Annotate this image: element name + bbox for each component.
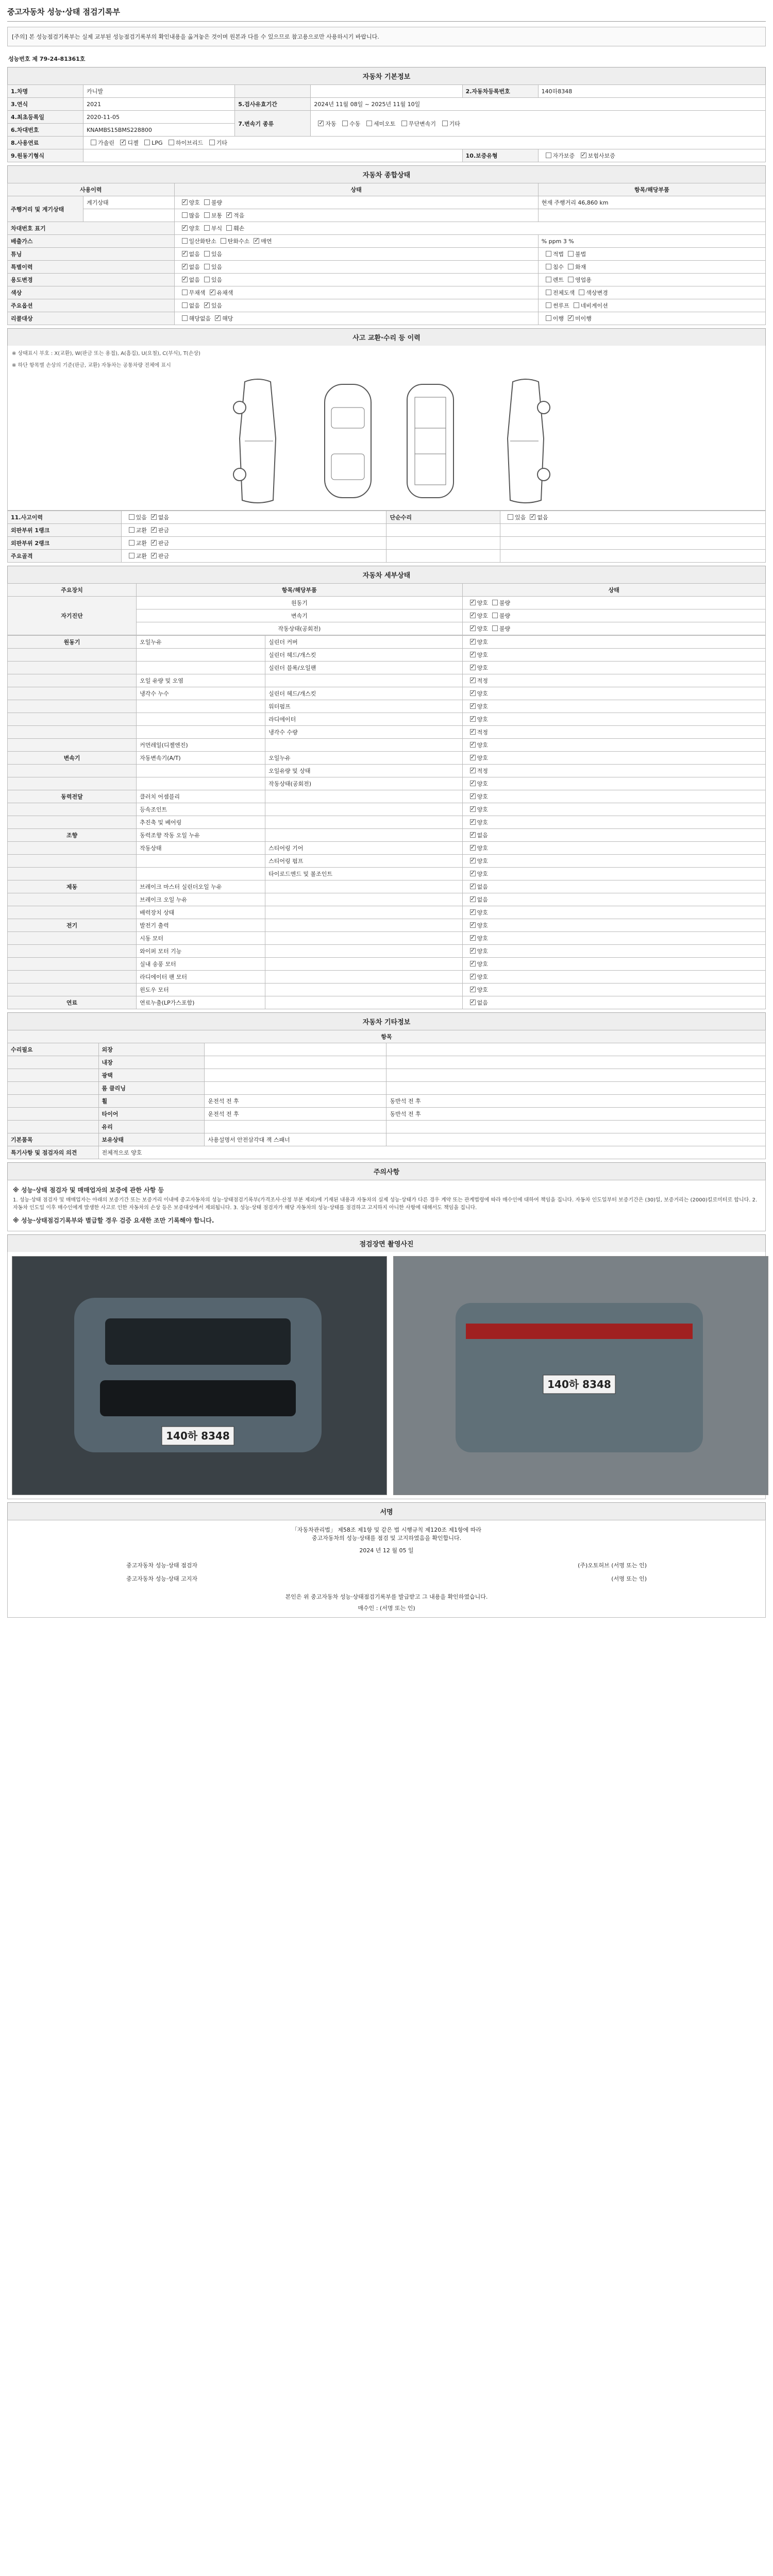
car-top-front-icon: [317, 377, 379, 505]
detail-row: 오일 유량 및 오염 ✓ 적정: [8, 674, 766, 687]
checkbox-state: [470, 793, 476, 799]
checkbox-auto: [318, 121, 324, 126]
checkbox-state: [470, 974, 476, 979]
section-notes-title: 주의사항: [7, 1162, 766, 1180]
checkbox-state: [470, 806, 476, 812]
detail-row: 냉각수 누수 실린더 헤드/개스킷 ✓ 양호: [8, 687, 766, 700]
field-value: 2024년 11월 08일 ~ 2025년 11월 10일: [311, 98, 766, 111]
detail-row: 제동 브레이크 마스터 실린더오일 누유 ✓ 없음: [8, 880, 766, 893]
checkbox-state: [470, 690, 476, 696]
field-value: 카니발: [83, 85, 235, 98]
section-basic-info-title: 자동차 기본정보: [7, 67, 766, 84]
section-photo-title: 점검장면 촬영사진: [7, 1234, 766, 1252]
svg-text:140하 8348: 140하 8348: [166, 1430, 230, 1442]
detail-row: 시동 모터 ✓ 양호: [8, 932, 766, 945]
car-front-photo-icon: [12, 1257, 387, 1495]
overall-condition-table: 사용이력 상태 항목/해당부품 주행거리 및 계기상태 계기상태 ✓ 양호 불량 현재 주행거리 46,860 km 많음 보통✓ 적음 차대번호 표기 ✓ 양호 부식 훼손 배출가스 일산화탄소 탄화수소✓ 매연 % ppm 3 % 튜닝 ✓ 없음 있음 적법 불법 특별이력 ✓ 없음 있음 침수 화재 용도변경 ✓ 없음 있음 렌트 영업용 색상 무채색✓ 유채색 전체도색 색상변경 주요옵션 없음✓ 있음 썬루프 네비게이션 리콜대상 해당없음✓ 해당 이행✓ 미이행: [7, 183, 766, 325]
etc-row: 유리: [8, 1121, 766, 1133]
etc-row: 타이어 운전석 전 후 동반석 전 후: [8, 1108, 766, 1121]
etc-row: 수리필요 외장: [8, 1043, 766, 1056]
detail-row: 스티어링 펌프 ✓ 양호: [8, 855, 766, 868]
detail-row: 연료 연료누출(LP가스포함) ✓ 없음: [8, 996, 766, 1009]
field-label: 3.연식: [8, 98, 83, 111]
checkbox-state: [470, 871, 476, 876]
detail-row: 추진축 및 베어링 ✓ 양호: [8, 816, 766, 829]
vehicle-diagram: [7, 346, 766, 511]
field-label: 10.보증유형: [462, 149, 538, 162]
car-side-right-icon: [492, 377, 559, 505]
field-label: 6.차대번호: [8, 124, 83, 137]
photo-front: [12, 1256, 387, 1495]
document-title: 중고자동차 성능·상태 점검기록부: [7, 0, 766, 22]
detail-row: 와이퍼 모터 기능 ✓ 양호: [8, 945, 766, 958]
checkbox-state: [470, 961, 476, 967]
checkbox-state: [470, 845, 476, 851]
detail-row: 실린더 블록/오일팬 ✓ 양호: [8, 662, 766, 674]
detail-row: 냉각수 수량 ✓ 적정: [8, 726, 766, 739]
detail-row: 작동상태 스티어링 기어 ✓ 양호: [8, 842, 766, 855]
field-label: 4.최초등록일: [8, 111, 83, 124]
detail-row: 라디에이터 팬 모터 ✓ 양호: [8, 971, 766, 984]
diagram-legend: ※ 상태표시 부호 : X(교환), W(판금 또는 용접), A(흠집), U(요철), C(부식), T(손상): [12, 351, 200, 357]
detail-row: 배력장치 상태 ✓ 양호: [8, 906, 766, 919]
car-top-interior-icon: [399, 377, 461, 505]
signature-block: 「자동차관리법」 제58조 제1항 및 같은 법 시행규칙 제120조 제1항에 따라 중고자동차의 성능·상태를 점검 및 고지하였음을 확인합니다. 2024 년 12 월 05 일 중고자동차 성능·상태 점검자 (주)오토허브 (서명 또는 인) 중고자동차 성능·상태 고지자 (서명 또는 인) 본인은 위 중고자동차 성능·상태점검기록부를 발급받고 그 내용을 확인하였습니다. 매수인 : (서명 또는 인): [7, 1520, 766, 1618]
field-label: 8.사용연료: [8, 137, 83, 149]
car-rear-photo-icon: [394, 1257, 768, 1495]
checkbox-state: [470, 832, 476, 838]
checkbox-state: [470, 922, 476, 928]
photo-rear: [393, 1256, 768, 1495]
section-detail-title: 자동차 세부상태: [7, 566, 766, 583]
checkbox-state: [470, 999, 476, 1005]
checkbox-state: [470, 909, 476, 915]
checkbox-state: [470, 884, 476, 889]
field-label: 2.자동차등록번호: [462, 85, 538, 98]
detail-row: 원동기 오일누유 실린더 커버 ✓ 양호: [8, 636, 766, 649]
detail-row: 오일유량 및 상태 ✓ 적정: [8, 765, 766, 777]
checkbox-state: [470, 987, 476, 992]
etc-rows: [8, 1043, 766, 1146]
field-value: 2020-11-05: [83, 111, 235, 124]
detail-row: 작동상태(공회전) ✓ 양호: [8, 777, 766, 790]
etc-row: 내장: [8, 1056, 766, 1069]
photo-area: [7, 1252, 766, 1499]
section-accident-title: 사고 교환·수리 등 이력: [7, 328, 766, 346]
field-label: 1.차명: [8, 85, 83, 98]
checkbox-state: [470, 819, 476, 825]
field-value: 140하8348: [538, 85, 765, 98]
checkbox-state: [470, 896, 476, 902]
detail-row: 워터펌프 ✓ 양호: [8, 700, 766, 713]
detail-row: 윈도우 모터 ✓ 양호: [8, 984, 766, 996]
detail-row: 실내 송풍 모터 ✓ 양호: [8, 958, 766, 971]
checkbox-state: [470, 742, 476, 748]
etc-row: 기본품목 보유상태 사용설명서 안전삼각대 잭 스패너: [8, 1133, 766, 1146]
detail-condition-table: 주요장치 항목/해당부품 상태 자기진단 원동기 ✓ 양호 불량 변속기 ✓ 양호 불량 작동상태(공회전) ✓ 양호 불량: [7, 583, 766, 635]
etc-row: 룸 클리닝: [8, 1082, 766, 1095]
checkbox-state: [470, 935, 476, 941]
checkbox-state: [470, 665, 476, 670]
checkbox-state: [470, 755, 476, 760]
detail-row: 브레이크 오일 누유 ✓ 없음: [8, 893, 766, 906]
checkbox-state: [470, 716, 476, 722]
section-overall-title: 자동차 종합상태: [7, 165, 766, 183]
field-label: 7.변속기 종류: [235, 111, 311, 137]
svg-text:140하 8348: 140하 8348: [547, 1378, 611, 1391]
checkbox-state: [470, 652, 476, 657]
checkbox-state: [470, 703, 476, 709]
checkbox-state: [470, 948, 476, 954]
detail-rows-table: [7, 635, 766, 1009]
field-label: 9.원동기형식: [8, 149, 83, 162]
checkbox-state: [470, 729, 476, 735]
detail-rows: [8, 636, 766, 1009]
field-value: 2021: [83, 98, 235, 111]
checkbox-state: [470, 858, 476, 863]
checkbox-state: [470, 768, 476, 773]
etc-row: 광택: [8, 1069, 766, 1082]
checkbox-manual: [342, 121, 348, 126]
certificate-number: 성능번호 제 79-24-81361호: [8, 56, 86, 62]
checkbox-state: [470, 781, 476, 786]
checkbox-semi: [366, 121, 372, 126]
detail-row: 등속조인트 ✓ 양호: [8, 803, 766, 816]
field-value: KNAMBS15BMS228800: [83, 124, 235, 137]
basic-info-table: 1.차명 카니발 2.자동차등록번호 140하8348 3.연식 2021 5.검사유효기간 2024년 11월 08일 ~ 2025년 11월 10일 4.최초등록일 2020-11-05 7.변속기 종류 ✓ 자동 수동 세미오토 무단변속기 기타 6.차대번호 KNAMBS15BMS228800 8.사용연료 가솔린 ✓ 디젤 LPG 하이브리드 기타 9.원동기형식 10.보증유형 자가보증 ✓ 보험사보증: [7, 84, 766, 162]
detail-row: 커먼레일(디젤엔진) ✓ 양호: [8, 739, 766, 752]
etc-row: 휠 운전석 전 후 동반석 전 후: [8, 1095, 766, 1108]
diagram-legend-2: ※ 하단 항목별 손상의 기준(판금, 교환) 자동차는 공통차량 전체에 표시: [12, 363, 171, 368]
field-label: 5.검사유효기간: [235, 98, 311, 111]
detail-row: 동력전달 클러치 어셈블리 ✓ 양호: [8, 790, 766, 803]
detail-row: 변속기 자동변속기(A/T) 오일누유 ✓ 양호: [8, 752, 766, 765]
detail-row: 타이로드엔드 및 볼조인트 ✓ 양호: [8, 868, 766, 880]
checkbox-other: [442, 121, 448, 126]
detail-row: 실린더 헤드/개스킷 ✓ 양호: [8, 649, 766, 662]
section-signature-title: 서명: [7, 1502, 766, 1520]
notes-block: ※ 성능·상태 점검자 및 매매업자의 보증에 관한 사항 등 1. 성능·상태 점검자 및 매매업자는 아래의 보증기간 또는 보증거리 이내에 중고자동차의 성능·상태점검기록부(가격조사·산정 부분 제외)에 기재된 내용과 자동차의 실제 성능·상태가 다른 경우 계약 또는 관계법령에 따라 매수인에 대하여 책임을 집니다. 자동차 인도일부터 보증기간은 (30)일, 보증거리는 (2000)킬로미터로 합니다. 2. 자동차 인도일 이후 매수인에게 발생한 사고로 인한 자동차의 손상 등은 보증대상에서 제외됩니다. 3. 성능·상태 점검자가 해당 자동차의 성능·상태를 점검하고 고지하지 아니한 사항에 대해서도 책임을 집니다. ※ 성능·상태점검기록부와 별급할 경우 검증 요새한 조만 기록해야 합니다.: [7, 1180, 766, 1231]
checkbox-state: [470, 677, 476, 683]
checkbox-cvt: [401, 121, 407, 126]
detail-row: 라디에이터 ✓ 양호: [8, 713, 766, 726]
notice-text: [주의] 본 성능점검기록부는 실제 교부된 성능점검기록부의 확인내용을 옮겨놓은 것이며 원본과 다를 수 있으므로 참고용으로만 사용하시기 바랍니다.: [7, 27, 766, 46]
accident-summary-table: 11.사고이력 있음✓ 없음 단순수리 있음✓ 없음 외판부위 1랭크 교환✓ 판금 외판부위 2랭크 교환✓ 판금 주요골격 교환✓ 판금: [7, 511, 766, 563]
detail-row: 전기 발전기 출력 ✓ 양호: [8, 919, 766, 932]
checkbox-state: [470, 639, 476, 645]
detail-row: 조향 동력조향 작동 오일 누유 ✓ 없음: [8, 829, 766, 842]
car-side-left-icon: [224, 377, 291, 505]
section-etc-title: 자동차 기타정보: [7, 1012, 766, 1030]
etc-info-table: 항목 수리필요 외장 내장 광택 룸 클리닝 휠 운전석 전 후 동반석 전 후 타이어 운전석 전 후 동반석 전 후 유리 기본품목 보유상태 사용설명서 안전삼각대 잭 스패너 특기사항 및 점검자의 의견 전체적으로 양호: [7, 1030, 766, 1159]
